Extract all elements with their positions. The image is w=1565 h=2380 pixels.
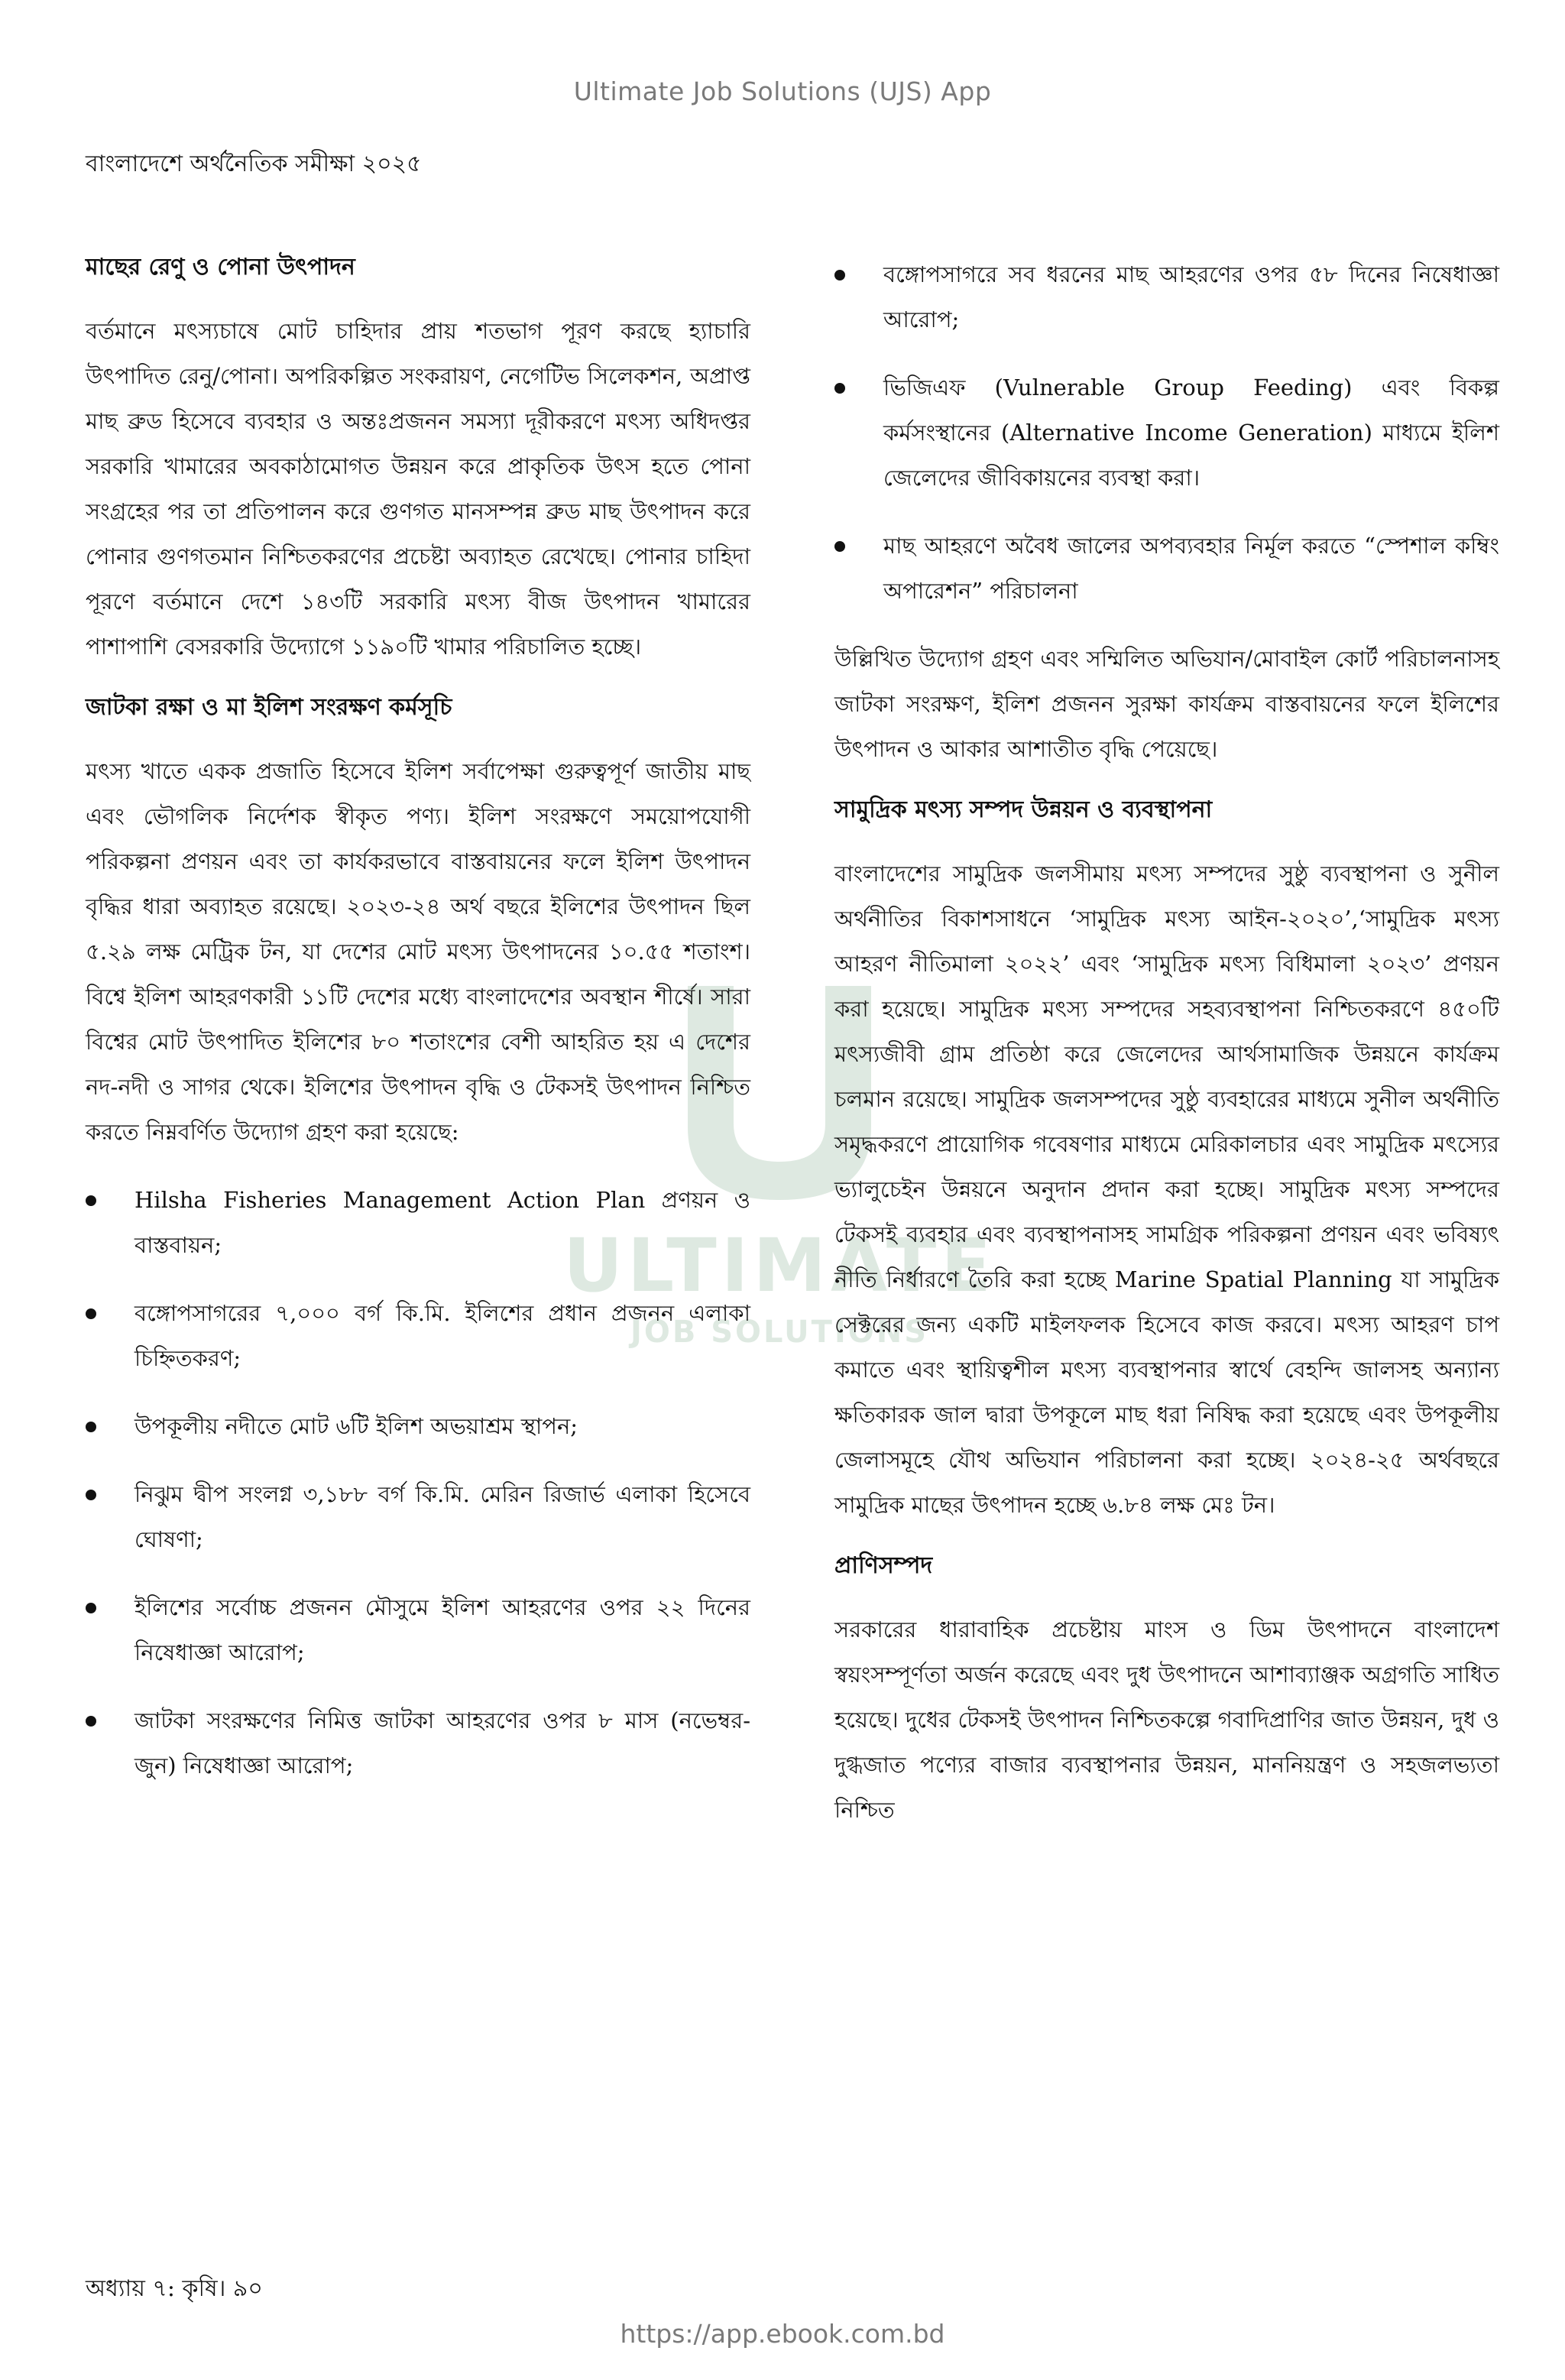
bullet-icon — [86, 1422, 96, 1432]
list-item: জাটকা সংরক্ষণের নিমিত্ত জাটকা আহরণের ওপর ৮ মাস (নভেম্বর-জুন) নিষেধাজ্ঞা আরোপ; — [86, 1698, 750, 1788]
page-number-label: অধ্যায় ৭: কৃষি। ৯০ — [86, 2275, 263, 2302]
list-item: মাছ আহরণে অবৈধ জালের অপব্যবহার নির্মূল করতে “স্পেশাল কম্বিং অপারেশন” পরিচালনা — [834, 524, 1499, 614]
list-item: বঙ্গোপসাগরের ৭,০০০ বর্গ কি.মি. ইলিশের প্রধান প্রজনন এলাকা চিহ্নিতকরণ; — [86, 1291, 750, 1381]
paragraph-hilsa-conservation: মৎস্য খাতে একক প্রজাতি হিসেবে ইলিশ সর্বাপেক্ষা গুরুত্বপূর্ণ জাতীয় মাছ এবং ভৌগলিক নির্দেশক স্বীকৃত পণ্য। ইলিশ সংরক্ষণে সময়োপযোগী পরিকল্পনা প্রণয়ন এবং তা কার্যকরভাবে বাস্তবায়নের ফলে ইলিশ উৎপাদন বৃদ্ধির ধারা অব্যাহত রয়েছে। ২০২৩-২৪ অর্থ বছরে ইলিশের উৎপাদন ছিল ৫.২৯ লক্ষ মেট্রিক টন, যা দেশের মোট মৎস্য উৎপাদনের ১০.৫৫ শতাংশ। বিশ্বে ইলিশ আহরণকারী ১১টি দেশের মধ্যে বাংলাদেশের অবস্থান শীর্ষে। সারা বিশ্বের মোট উৎপাদিত ইলিশের ৮০ শতাংশের বেশী আহরিত হয় এ দেশের নদ-নদী ও সাগর থেকে। ইলিশের উৎপাদন বৃদ্ধি ও টেকসই উৎপাদন নিশ্চিত করতে নিম্নবর্ণিত উদ্যোগ গ্রহণ করা হয়েছে: — [86, 758, 750, 1145]
list-item: ইলিশের সর্বোচ্চ প্রজনন মৌসুমে ইলিশ আহরণের ওপর ২২ দিনের নিষেধাজ্ঞা আরোপ; — [86, 1585, 750, 1675]
paragraph-hilsa-result: উল্লিখিত উদ্যোগ গ্রহণ এবং সম্মিলিত অভিযান/মোবাইল কোর্ট পরিচালনাসহ জাটকা সংরক্ষণ, ইলিশ প্রজনন সুরক্ষা কার্যক্রম বাস্তবায়নের ফলে ইলিশের উৎপাদন ও আকার আশাতীত বৃদ্ধি পেয়েছে। — [834, 646, 1499, 762]
list-item: উপকূলীয় নদীতে মোট ৬টি ইলিশ অভয়াশ্রম স্থাপন; — [86, 1404, 750, 1449]
bullet-icon — [86, 1716, 96, 1727]
bullet-icon — [834, 541, 845, 552]
left-column — [86, 252, 750, 1811]
list-item: Hilsha Fisheries Management Action Plan প্রণয়ন ও বাস্তবায়ন; — [86, 1178, 750, 1268]
hilsa-initiatives-list-continued — [834, 252, 1499, 614]
section-heading-fry-production: মাছের রেণু ও পোনা উৎপাদন — [86, 254, 355, 280]
section-heading-hilsa-conservation: জাটকা রক্ষা ও মা ইলিশ সংরক্ষণ কর্মসূচি — [86, 694, 452, 721]
bullet-icon — [834, 270, 845, 280]
watermark-sub: JOB SOLUTIONS — [630, 1315, 929, 1350]
app-header-title: Ultimate Job Solutions (UJS) App — [573, 76, 992, 106]
bullet-icon — [86, 1308, 96, 1319]
bullet-icon — [86, 1490, 96, 1500]
bullet-icon — [86, 1603, 96, 1613]
section-heading-livestock: প্রাণিসম্পদ — [834, 1552, 933, 1579]
running-head: বাংলাদেশে অর্থনৈতিক সমীক্ষা ২০২৫ — [86, 151, 422, 177]
list-item: বঙ্গোপসাগরে সব ধরনের মাছ আহরণের ওপর ৫৮ দিনের নিষেধাজ্ঞা আরোপ; — [834, 252, 1499, 342]
bullet-icon — [834, 383, 845, 394]
paragraph-livestock: সরকারের ধারাবাহিক প্রচেষ্টায় মাংস ও ডিম উৎপাদনে বাংলাদেশ স্বয়ংসম্পূর্ণতা অর্জন করেছে এবং দুধ উৎপাদনে আশাব্যাঞ্জক অগ্রগতি সাধিত হয়েছে। দুধের টেকসই উৎপাদন নিশ্চিতকল্পে গবাদিপ্রাণির জাত উন্নয়ন, দুধ ও দুগ্ধজাত পণ্যের বাজার ব্যবস্থাপনার উন্নয়ন, মাননিয়ন্ত্রণ ও সহজলভ্যতা নিশ্চিত — [834, 1616, 1499, 1823]
list-item: নিঝুম দ্বীপ সংলগ্ন ৩,১৮৮ বর্গ কি.মি. মেরিন রিজার্ভ এলাকা হিসেবে ঘোষণা; — [86, 1472, 750, 1562]
hilsa-initiatives-list — [86, 1178, 750, 1788]
paragraph-marine-fisheries: বাংলাদেশের সামুদ্রিক জলসীমায় মৎস্য সম্পদের সুষ্ঠু ব্যবস্থাপনা ও সুনীল অর্থনীতির বিকাশসাধনে ‘সামুদ্রিক মৎস্য আইন-২০২০’,‘সামুদ্রিক মৎস্য আহরণ নীতিমালা ২০২২’ এবং ‘সামুদ্রিক মৎস্য বিধিমালা ২০২৩’ প্রণয়ন করা হয়েছে। সামুদ্রিক মৎস্য সম্পদের সহব্যবস্থাপনা নিশ্চিতকরণে ৪৫০টি মৎস্যজীবী গ্রাম প্রতিষ্ঠা করে জেলেদের আর্থসামাজিক উন্নয়নে কার্যক্রম চলমান রয়েছে। সামুদ্রিক জলসম্পদের সুষ্ঠু ব্যবহারের মাধ্যমে সুনীল অর্থনীতি সমৃদ্ধকরণে প্রায়োগিক গবেষণার মাধ্যমে মেরিকালচার এবং সামুদ্রিক মৎস্যের ভ্যালুচেইন উন্নয়নে অনুদান প্রদান করা হচ্ছে। সামুদ্রিক মৎস্য সম্পদের টেকসই ব্যবহার এবং ব্যবস্থাপনাসহ সামগ্রিক পরিকল্পনা প্রণয়ন এবং ভবিষ্যৎ নীতি নির্ধারণে তৈরি করা হচ্ছে Marine Spatial Planning যা সামুদ্রিক সেক্টরের জন্য একটি মাইলফলক হিসেবে কাজ করবে। মৎস্য আহরণ চাপ কমাতে এবং স্থায়িত্বশীল মৎস্য ব্যবস্থাপনার স্বার্থে বেহন্দি জালসহ অন্যান্য ক্ষতিকারক জাল দ্বারা উপকূলে মাছ ধরা নিষিদ্ধ করা হয়েছে এবং উপকূলীয় জেলাসমূহে যৌথ অভিযান পরিচালনা করা হচ্ছে। ২০২৪-২৫ অর্থবছরে সামুদ্রিক মাছের উৎপাদন হচ্ছে ৬.৮৪ লক্ষ মেঃ টন। — [834, 861, 1499, 1518]
footer-url-link[interactable]: https://app.ebook.com.bd — [620, 2319, 945, 2349]
section-heading-marine-fisheries: সামুদ্রিক মৎস্য সম্পদ উন্নয়ন ও ব্যবস্থাপনা — [834, 796, 1213, 823]
watermark-brand: ULTIMATE — [563, 1223, 996, 1308]
bullet-icon — [86, 1195, 96, 1206]
right-column — [834, 252, 1499, 1850]
list-item: ভিজিএফ (Vulnerable Group Feeding) এবং বিকল্প কর্মসংস্থানের (Alternative Income Generation) মাধ্যমে ইলিশ জেলেদের জীবিকায়নের ব্যবস্থা করা। — [834, 365, 1499, 501]
paragraph-fry-production: বর্তমানে মৎস্যচাষে মোট চাহিদার প্রায় শতভাগ পূরণ করছে হ্যাচারি উৎপাদিত রেনু/পোনা। অপরিকল্পিত সংকরায়ণ, নেগেটিভ সিলেকশন, অপ্রাপ্ত মাছ ব্রুড হিসেবে ব্যবহার ও অন্তঃপ্রজনন সমস্যা দূরীকরণে মৎস্য অধিদপ্তর সরকারি খামারের অবকাঠামোগত উন্নয়ন করে প্রাকৃতিক উৎস হতে পোনা সংগ্রহের পর তা প্রতিপালন করে গুণগত মানসম্পন্ন ব্রুড মাছ উৎপাদন করে পোনার গুণগতমান নিশ্চিতকরণের প্রচেষ্টা অব্যাহত রেখেছে। পোনার চাহিদা পূরণে বর্তমানে দেশে ১৪৩টি সরকারি মৎস্য বীজ উৎপাদন খামারের পাশাপাশি বেসরকারি উদ্যোগে ১১৯০টি খামার পরিচালিত হচ্ছে। — [86, 318, 750, 660]
